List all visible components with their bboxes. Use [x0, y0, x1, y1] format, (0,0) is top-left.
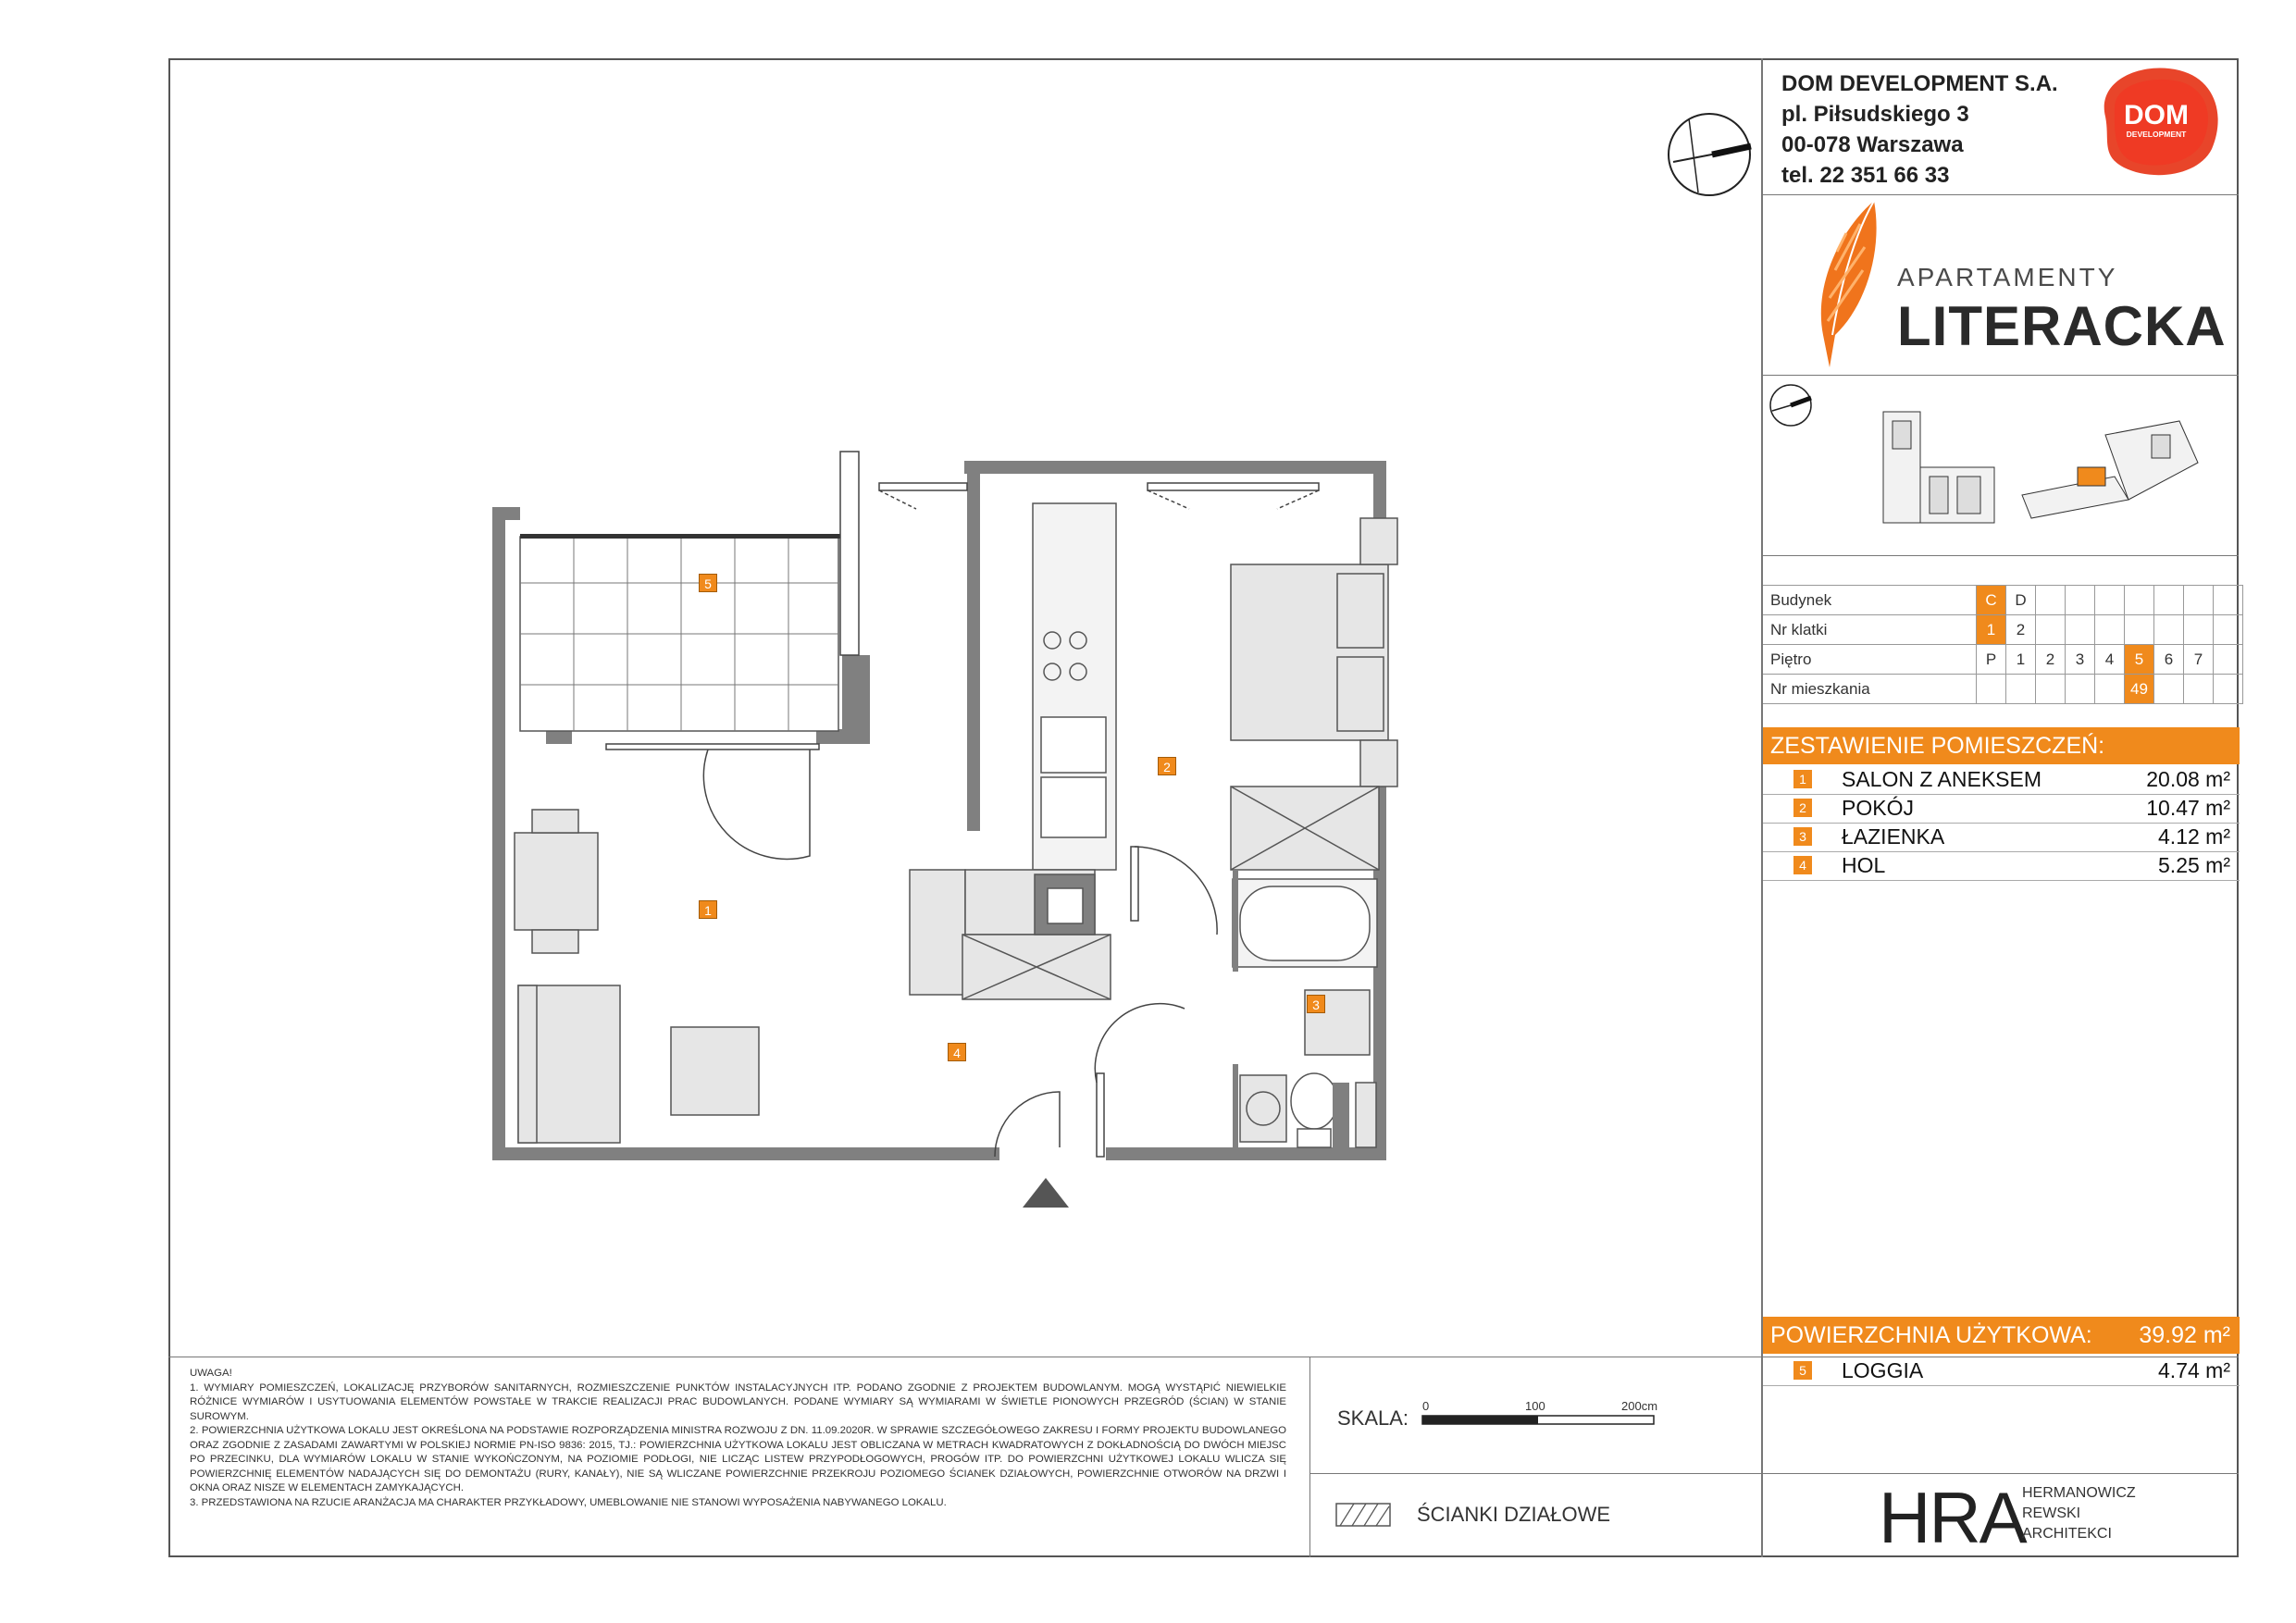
- room-number: 4: [1793, 856, 1812, 874]
- notes-item-1: 1. WYMIARY POMIESZCZEŃ, LOKALIZACJĘ PRZYBORÓW SANITARNYCH, ROZMIESZCZENIE PUNKTÓW INSTALACYJNYCH ITP. PODANO ZGODNIE Z PROJEKTEM BUDOWLANYM. MOGĄ WYSTĄPIĆ NIEWIELKIE RÓŻNICE WYMIARÓW I USYTUOWANIA ELEMENTÓW POWSTAŁE W TRAKCIE REALIZACJI PRAC BUDOWLANYCH. PODANE WYMIARY SĄ WYMIARAMI W ŚWIETLE PIONOWYCH PRZEGRÓD (ŚCIAN) W STANIE SUROWYM.: [190, 1381, 1286, 1422]
- location-row: [1763, 586, 2243, 615]
- company-phone: tel. 22 351 66 33: [1781, 163, 1950, 188]
- location-cell: P: [1977, 645, 2006, 675]
- notes-block: [190, 1367, 1286, 1510]
- rooms-heading: ZESTAWIENIE POMIESZCZEŃ:: [1763, 727, 2240, 764]
- entrance-marker: [1023, 1178, 1069, 1208]
- location-cell: D: [2006, 586, 2036, 615]
- location-cell: [2036, 586, 2066, 615]
- location-cell: [2125, 615, 2154, 645]
- room-name: SALON Z ANEKSEM: [1842, 767, 2042, 791]
- loggia: [520, 534, 840, 731]
- scale-tick-200: 200cm: [1621, 1399, 1658, 1413]
- location-cell: C: [1977, 586, 2006, 615]
- location-cell: 2: [2006, 615, 2036, 645]
- bathroom: [1233, 879, 1377, 1147]
- location-cell: 1: [1977, 615, 2006, 645]
- keyplan-building-floor: [2022, 421, 2198, 518]
- divider-keyplan: [1761, 555, 2239, 556]
- location-row-label: Nr klatki: [1763, 615, 1977, 645]
- wardrobe: [1231, 787, 1379, 870]
- company-city: 00-078 Warszawa: [1781, 132, 1964, 157]
- room-number: 3: [1793, 827, 1812, 846]
- location-cell: [2214, 615, 2243, 645]
- location-cell: [2006, 675, 2036, 704]
- room-name: HOL: [1842, 853, 1886, 877]
- location-cell: [2066, 615, 2095, 645]
- scale-label: SKALA:: [1337, 1406, 1409, 1430]
- location-cell: 1: [2006, 645, 2036, 675]
- location-cell: [2066, 586, 2095, 615]
- small-north-arrow-icon: [1770, 385, 1811, 426]
- loggia-door: [606, 744, 819, 859]
- notes-item-3: 3. PRZEDSTAWIONA NA RZUCIE ARANŻACJA MA CHARAKTER PRZYKŁADOWY, UMEBLOWANIE NIE STANOWI WYPOSAŻENIA NABYWANEGO LOKALU.: [190, 1496, 947, 1508]
- room-area: 20.08 m²: [2146, 767, 2230, 791]
- location-cell: [2214, 675, 2243, 704]
- location-row: [1763, 615, 2243, 645]
- architect-line1: HERMANOWICZ: [2022, 1485, 2136, 1501]
- company-street: pl. Piłsudskiego 3: [1781, 102, 1969, 127]
- location-row: [1763, 675, 2243, 704]
- logo-text-dom: DOM: [2124, 100, 2189, 130]
- north-arrow-icon: [1666, 111, 1754, 199]
- location-cell: [2154, 615, 2184, 645]
- architect-line3: ARCHITEKCI: [2022, 1526, 2112, 1542]
- location-cell: 3: [2066, 645, 2095, 675]
- plan-label-3: 3: [1307, 995, 1325, 1013]
- location-cell: [2036, 675, 2066, 704]
- notes-item-2: 2. POWIERZCHNIA UŻYTKOWA LOKALU JEST OKREŚLONA NA PODSTAWIE ROZPORZĄDZENIA MINISTRA ROZWOJU Z DN. 11.09.2020R. W SPRAWIE SZCZEGÓŁOWEGO ZAKRESU I FORMY PROJEKTU BUDOWLANEGO ORAZ ZGODNIE Z ZASADAMI ZAWARTYMI W POLSKIEJ NORMIE PN-ISO 9836: 2015, TJ.: POWIERZCHNIA UŻYTKOWA LOKALU JEST OBLICZANA W METRACH KWADRATOWYCH Z DOKŁADNOŚCIĄ DO DWÓCH MIEJSC PO PRZECINKU, DLA WYMIARÓW LOKALU W STANIE WYKOŃCZONYM, NA POZIOMIE PODŁOGI, NIE LICZĄC LISTEW PRZYPODŁOGOWYCH, PROGÓW ITP. DO POWIERZCHNI UŻYTKOWEJ LOKALU WLICZA SIĘ POWIERZCHNIĘ ELEMENTÓW NADAJĄCYCH SIĘ DO DEMONTAŻU (RURY, KANAŁY), NIE SĄ WLICZANE POWIERZCHNIE PRZEKROJU POZIOMEGO ŚCIANEK DZIAŁOWYCH, POWIERZCHNIE OTWORÓW NA DRZWI I OKNA ORAZ NISZE W ELEMENTACH ZAMYKAJĄCYCH.: [190, 1425, 1286, 1493]
- keyplan-apartment-highlight: [2078, 467, 2105, 486]
- key-plan: [1763, 379, 2240, 555]
- location-cell: [2214, 586, 2243, 615]
- location-cell: [2184, 675, 2214, 704]
- total-area-label: POWIERZCHNIA UŻYTKOWA:: [1770, 1322, 2092, 1348]
- loggia-row: [1763, 1357, 2240, 1386]
- location-row: [1763, 645, 2243, 675]
- scale-tick-100: 100: [1525, 1399, 1545, 1413]
- architect-logo: HRA: [1879, 1477, 2026, 1558]
- notes-title: UWAGA!: [190, 1368, 232, 1379]
- location-cell: 2: [2036, 645, 2066, 675]
- divider-scale-left: [1309, 1357, 1310, 1557]
- location-cell: 4: [2095, 645, 2125, 675]
- location-cell: [2154, 675, 2184, 704]
- location-cell: [2125, 586, 2154, 615]
- location-row-label: Nr mieszkania: [1763, 675, 1977, 704]
- plan-label-5: 5: [699, 574, 717, 592]
- dom-development-logo: [2087, 61, 2226, 181]
- scale-tick-0: 0: [1422, 1399, 1430, 1413]
- location-row-label: Budynek: [1763, 586, 1977, 615]
- plan-label-2: 2: [1158, 757, 1176, 775]
- location-cell: 49: [2125, 675, 2154, 704]
- total-area-value: 39.92 m²: [2139, 1322, 2230, 1348]
- location-cell: [2066, 675, 2095, 704]
- bedroom-bed: [1231, 518, 1397, 787]
- legend-label: ŚCIANKI DZIAŁOWE: [1417, 1503, 1611, 1526]
- location-table: [1763, 585, 2243, 704]
- room-area: 5.25 m²: [2158, 853, 2230, 877]
- brand-subtitle: APARTAMENTY: [1897, 263, 2118, 291]
- location-cell: [2036, 615, 2066, 645]
- location-cell: [2095, 615, 2125, 645]
- room-name: POKÓJ: [1842, 796, 1914, 820]
- room-row: [1763, 851, 2240, 881]
- living-furniture: [515, 810, 759, 1143]
- plan-label-1: 1: [699, 900, 717, 919]
- feather-logo-icon: [1809, 196, 1893, 372]
- room-number: 1: [1793, 770, 1812, 788]
- location-cell: [2184, 586, 2214, 615]
- location-cell: [2154, 586, 2184, 615]
- room-area: 10.47 m²: [2146, 796, 2230, 820]
- scale-bar: [1416, 1395, 1675, 1432]
- architect-line2: REWSKI: [2022, 1505, 2081, 1521]
- divider-company: [1761, 194, 2239, 195]
- location-cell: [2095, 675, 2125, 704]
- location-cell: [2184, 615, 2214, 645]
- floor-plan: [481, 435, 1481, 1221]
- location-row-label: Piętro: [1763, 645, 1977, 675]
- location-cell: [1977, 675, 2006, 704]
- loggia-area: 4.74 m²: [2158, 1358, 2230, 1382]
- architect-names: [2022, 1483, 2136, 1544]
- plan-label-4: 4: [948, 1043, 966, 1061]
- location-cell: [2095, 586, 2125, 615]
- divider-hra-top: [1761, 1473, 2239, 1474]
- room-row: [1763, 794, 2240, 824]
- location-cell: 7: [2184, 645, 2214, 675]
- company-name: DOM DEVELOPMENT S.A.: [1781, 71, 2058, 96]
- partition-wall-legend-icon: [1335, 1503, 1391, 1529]
- total-area-row: [1763, 1317, 2240, 1354]
- room-area: 4.12 m²: [2158, 824, 2230, 849]
- room-number: 2: [1793, 799, 1812, 817]
- location-cell: 6: [2154, 645, 2184, 675]
- loggia-name: LOGGIA: [1842, 1358, 1924, 1382]
- divider-brand: [1761, 375, 2239, 376]
- logo-text-development: DEVELOPMENT: [2126, 130, 2187, 139]
- brand-title: LITERACKA: [1897, 295, 2227, 357]
- divider-scale-bottom: [1309, 1473, 1761, 1474]
- loggia-number: 5: [1793, 1361, 1812, 1380]
- hall-storage: [910, 870, 1111, 999]
- company-block: [1781, 68, 2058, 191]
- room-row: [1763, 823, 2240, 852]
- location-cell: [2214, 645, 2243, 675]
- keyplan-building-ground: [1883, 412, 1994, 523]
- room-row: [1763, 765, 2240, 795]
- location-cell: 5: [2125, 645, 2154, 675]
- kitchen: [1033, 503, 1116, 870]
- room-name: ŁAZIENKA: [1842, 824, 1945, 849]
